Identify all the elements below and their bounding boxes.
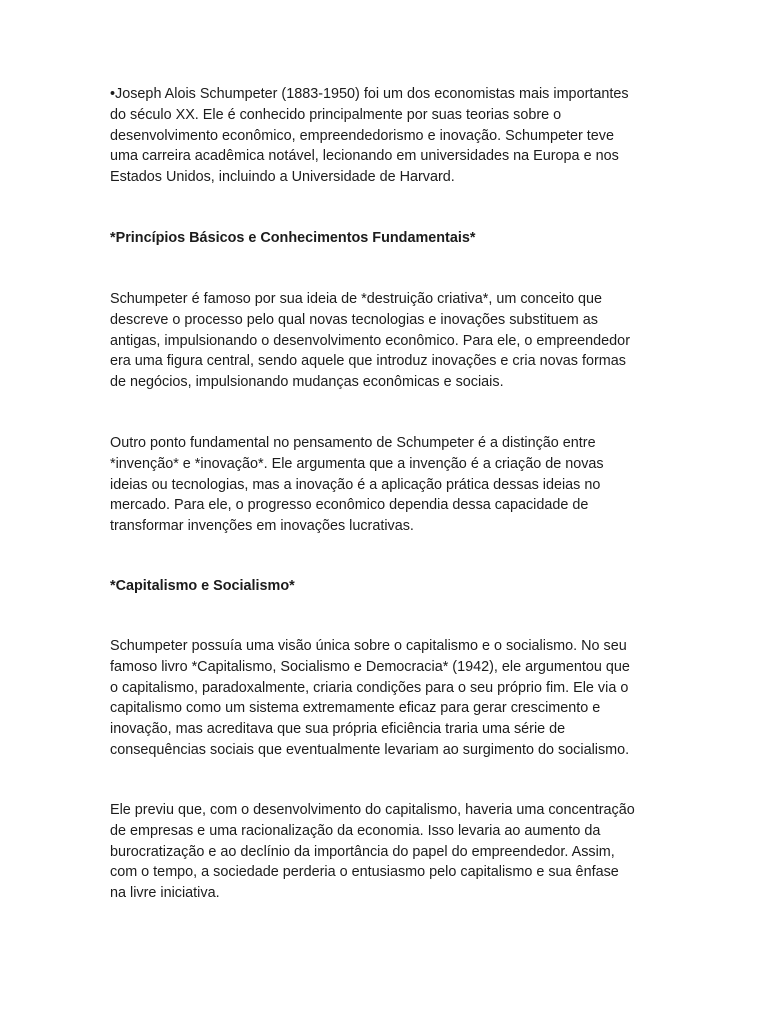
paragraph-capitalism-view: Schumpeter possuía uma visão única sobre o capitalismo e o socialismo. No seu famoso livro *Capitalismo, Socialismo e Democracia* (1942), ele argumentou que o capitalismo, paradoxalmente, criaria condições para o seu próprio fim. Ele via o capitalismo como um sistema extremamente eficaz para gerar crescimento e inovação, mas acreditava que sua própria eficiência traria uma série de consequências sociais que eventualmente levariam ao surgimento do socialismo.	[110, 638, 630, 758]
paragraph-creative-destruction: Schumpeter é famoso por sua ideia de *destruição criativa*, um conceito que descreve o processo pelo qual novas tecnologias e inovações substituem as antigas, impulsionando o desenvolvimento econômico. Para ele, o empreendedor era uma figura central, sendo aquele que introduz inovações e cria novas formas de negócios, impulsionando mudanças econômicas e sociais.	[110, 291, 630, 391]
paragraph-prediction: Ele previu que, com o desenvolvimento do capitalismo, haveria uma concentração de empresas e uma racionalização da economia. Isso levaria ao aumento da burocratização e ao declínio da importância do papel do empreendedor. Assim, com o tempo, a sociedade perderia o entusiasmo pelo capitalismo e sua ênfase na livre iniciativa.	[110, 802, 635, 902]
paragraph-invention-innovation: Outro ponto fundamental no pensamento de Schumpeter é a distinção entre *invenção* e *inovação*. Ele argumenta que a invenção é a criação de novas ideias ou tecnologias, mas a inovação é a aplicação prática dessas ideias no mercado. Para ele, o progresso econômico dependia dessa capacidade de transformar invenções em inovações lucrativas.	[110, 435, 604, 535]
section-heading-capitalism: *Capitalismo e Socialismo*	[110, 578, 295, 594]
intro-paragraph: •Joseph Alois Schumpeter (1883-1950) foi um dos economistas mais importantes do século XX. Ele é conhecido principalmente por suas teorias sobre o desenvolvimento econômico, empreendedorismo e inovação. Schumpeter teve uma carreira acadêmica notável, lecionando em universidades na Europa e nos Estados Unidos, incluindo a Universidade de Harvard.	[110, 86, 629, 186]
section-heading-principles: *Princípios Básicos e Conhecimentos Fundamentais*	[110, 230, 476, 246]
